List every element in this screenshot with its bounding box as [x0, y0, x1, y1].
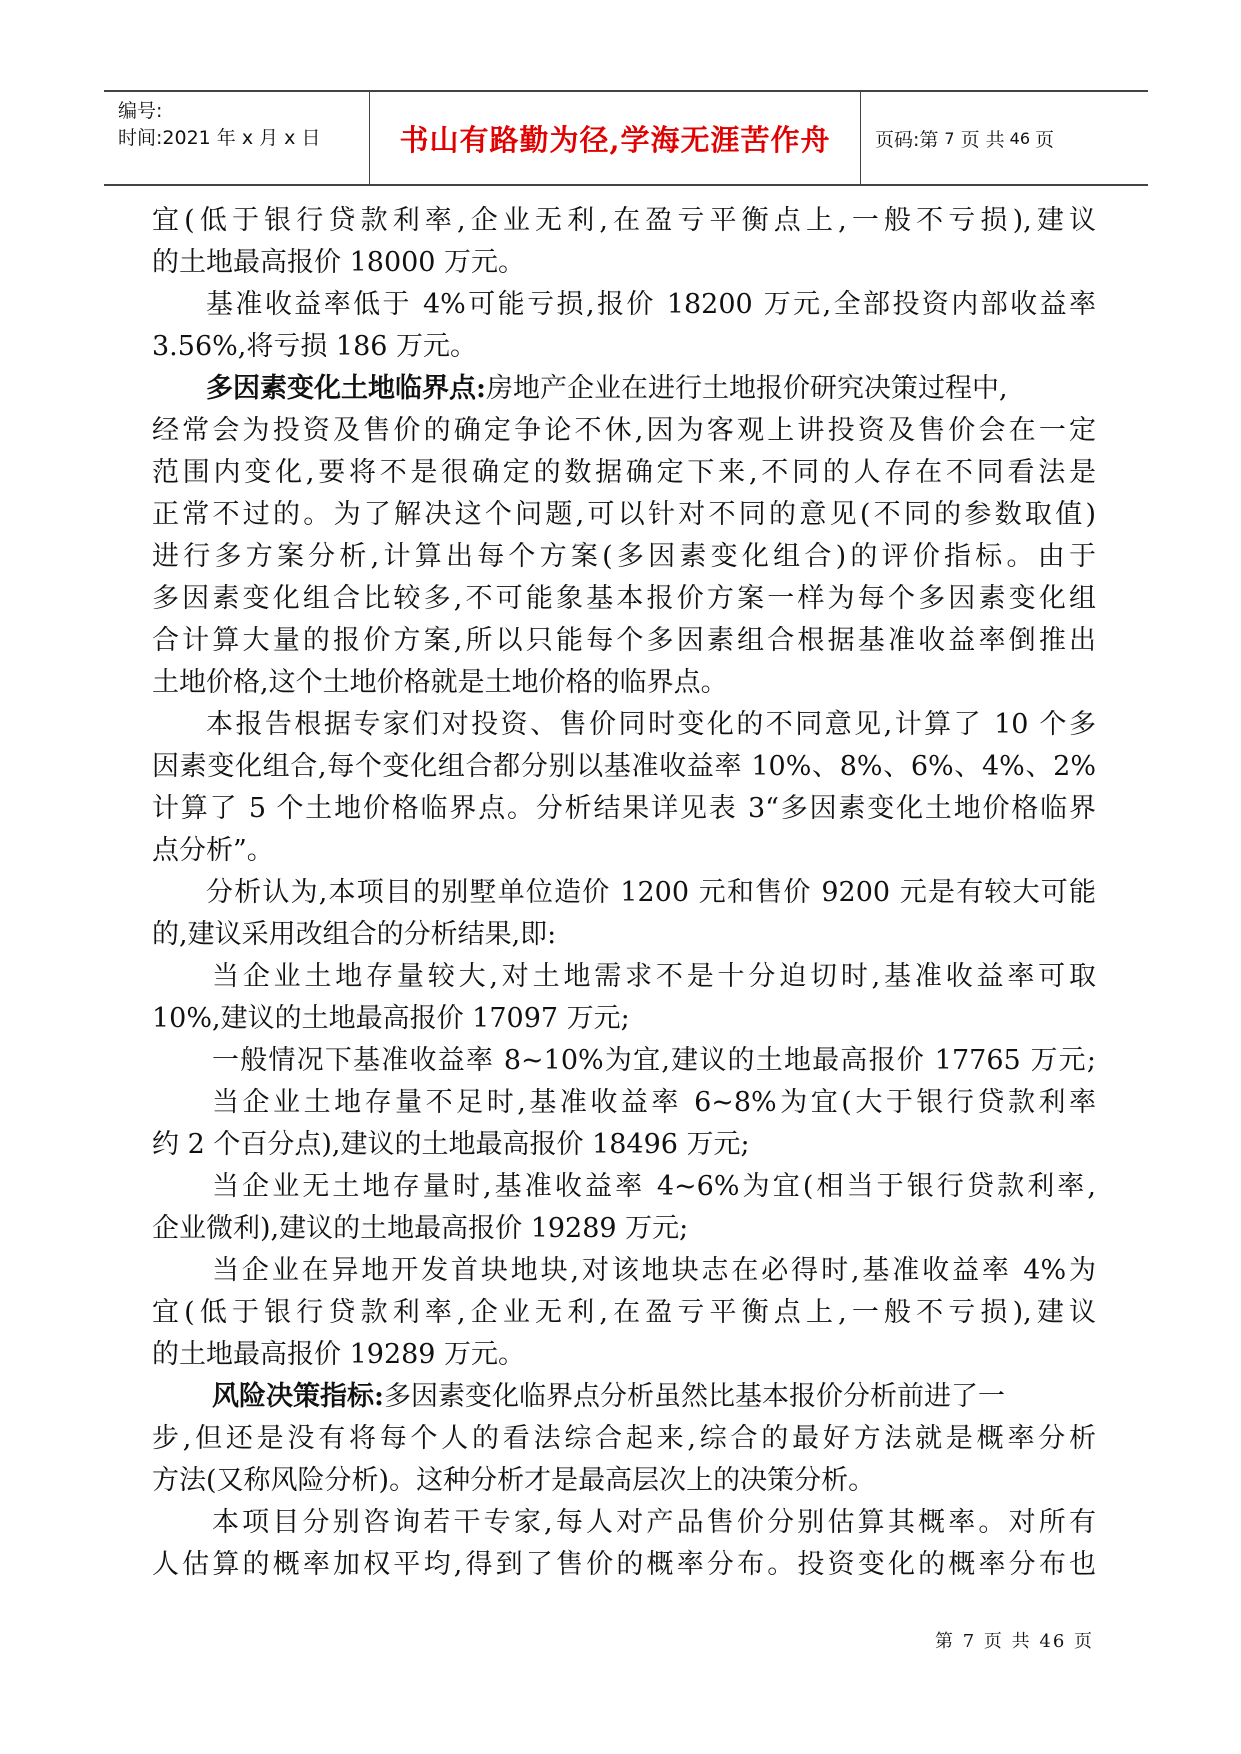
- text-line: 正常不过的。为了解决这个问题,可以针对不同的意见(不同的参数取值): [152, 499, 1096, 530]
- page-header: [104, 90, 1148, 186]
- text-line: 方法(又称风险分析)。这种分析才是最高层次上的决策分析。: [152, 1465, 876, 1496]
- text-line: 步,但还是没有将每个人的看法综合起来,综合的最好方法就是概率分析: [152, 1423, 1096, 1454]
- section-heading-line: [152, 368, 1096, 410]
- text-line: 约 2 个百分点),建议的土地最高报价 18496 万元;: [152, 1129, 750, 1160]
- text-line: 多因素变化组合比较多,不可能象基本报价方案一样为每个多因素变化组: [152, 583, 1096, 614]
- text-line: 范围内变化,要将不是很确定的数据确定下来,不同的人存在不同看法是: [152, 457, 1096, 488]
- page-number: 7: [944, 128, 955, 148]
- page-mid: 页 共: [960, 128, 1005, 151]
- section-heading: 多因素变化土地临界点:: [206, 373, 486, 404]
- text-line: 本项目分别咨询若干专家,每人对产品售价分别估算其概率。对所有: [212, 1507, 1096, 1538]
- text-line: 土地价格,这个土地价格就是土地价格的临界点。: [152, 667, 728, 698]
- text-line: 的,建议采用改组合的分析结果,即:: [152, 919, 557, 950]
- document-body: [152, 200, 1096, 1586]
- text-line: 计算了 5 个土地价格临界点。分析结果详见表 3“多因素变化土地价格临界: [152, 793, 1096, 824]
- page-total: 46: [1009, 128, 1030, 148]
- text-line: 房地产企业在进行土地报价研究决策过程中,: [485, 373, 1008, 404]
- text-line: 人估算的概率加权平均,得到了售价的概率分布。投资变化的概率分布也: [152, 1549, 1096, 1580]
- header-motto-cell: [370, 92, 861, 184]
- section-heading-line: [152, 1376, 1096, 1418]
- text-line: 的土地最高报价 19289 万元。: [152, 1339, 526, 1370]
- document-time-label: 时间:2021 年 x 月 x 日: [118, 127, 321, 149]
- text-line: 宜(低于银行贷款利率,企业无利,在盈亏平衡点上,一般不亏损),建议: [152, 205, 1096, 236]
- text-line: 3.56%,将亏损 186 万元。: [152, 331, 478, 362]
- text-line: 经常会为投资及售价的确定争论不休,因为客观上讲投资及售价会在一定: [152, 415, 1096, 446]
- text-line: 本报告根据专家们对投资、售价同时变化的不同意见,计算了 10 个多: [206, 709, 1096, 740]
- text-line: 当企业土地存量较大,对土地需求不是十分迫切时,基准收益率可取: [212, 961, 1096, 992]
- text-line: 进行多方案分析,计算出每个方案(多因素变化组合)的评价指标。由于: [152, 541, 1096, 572]
- text-line: 当企业在异地开发首块地块,对该地块志在必得时,基准收益率 4%为: [212, 1255, 1096, 1286]
- text-line: 因素变化组合,每个变化组合都分别以基准收益率 10%、8%、6%、4%、2%: [152, 751, 1096, 782]
- page-footer: 第 7 页 共 46 页: [935, 1631, 1094, 1652]
- header-page-cell: [861, 92, 1148, 184]
- text-line: 宜(低于银行贷款利率,企业无利,在盈亏平衡点上,一般不亏损),建议: [152, 1297, 1096, 1328]
- section-heading: 风险决策指标:: [212, 1381, 384, 1412]
- header-meta-cell: [104, 92, 370, 184]
- text-line: 当企业无土地存量时,基准收益率 4~6%为宜(相当于银行贷款利率,: [212, 1171, 1096, 1202]
- page-suffix: 页: [1035, 128, 1055, 151]
- header-motto: 书山有路勤为径,学海无涯苦作舟: [399, 122, 831, 157]
- page-prefix: 页码:第: [875, 128, 939, 151]
- text-line: 的土地最高报价 18000 万元。: [152, 247, 526, 278]
- document-code-label: 编号:: [118, 100, 163, 122]
- text-line: 多因素变化临界点分析虽然比基本报价分析前进了一: [383, 1381, 1005, 1412]
- text-line: 基准收益率低于 4%可能亏损,报价 18200 万元,全部投资内部收益率: [206, 289, 1096, 320]
- text-line: 企业微利),建议的土地最高报价 19289 万元;: [152, 1213, 689, 1244]
- text-line: 分析认为,本项目的别墅单位造价 1200 元和售价 9200 元是有较大可能: [206, 877, 1096, 908]
- text-line: 一般情况下基准收益率 8~10%为宜,建议的土地最高报价 17765 万元;: [212, 1045, 1096, 1076]
- text-line: 合计算大量的报价方案,所以只能每个多因素组合根据基准收益率倒推出: [152, 625, 1096, 656]
- text-line: 10%,建议的土地最高报价 17097 万元;: [152, 1003, 630, 1034]
- text-line: 点分析”。: [152, 835, 274, 866]
- text-line: 当企业土地存量不足时,基准收益率 6~8%为宜(大于银行贷款利率: [212, 1087, 1096, 1118]
